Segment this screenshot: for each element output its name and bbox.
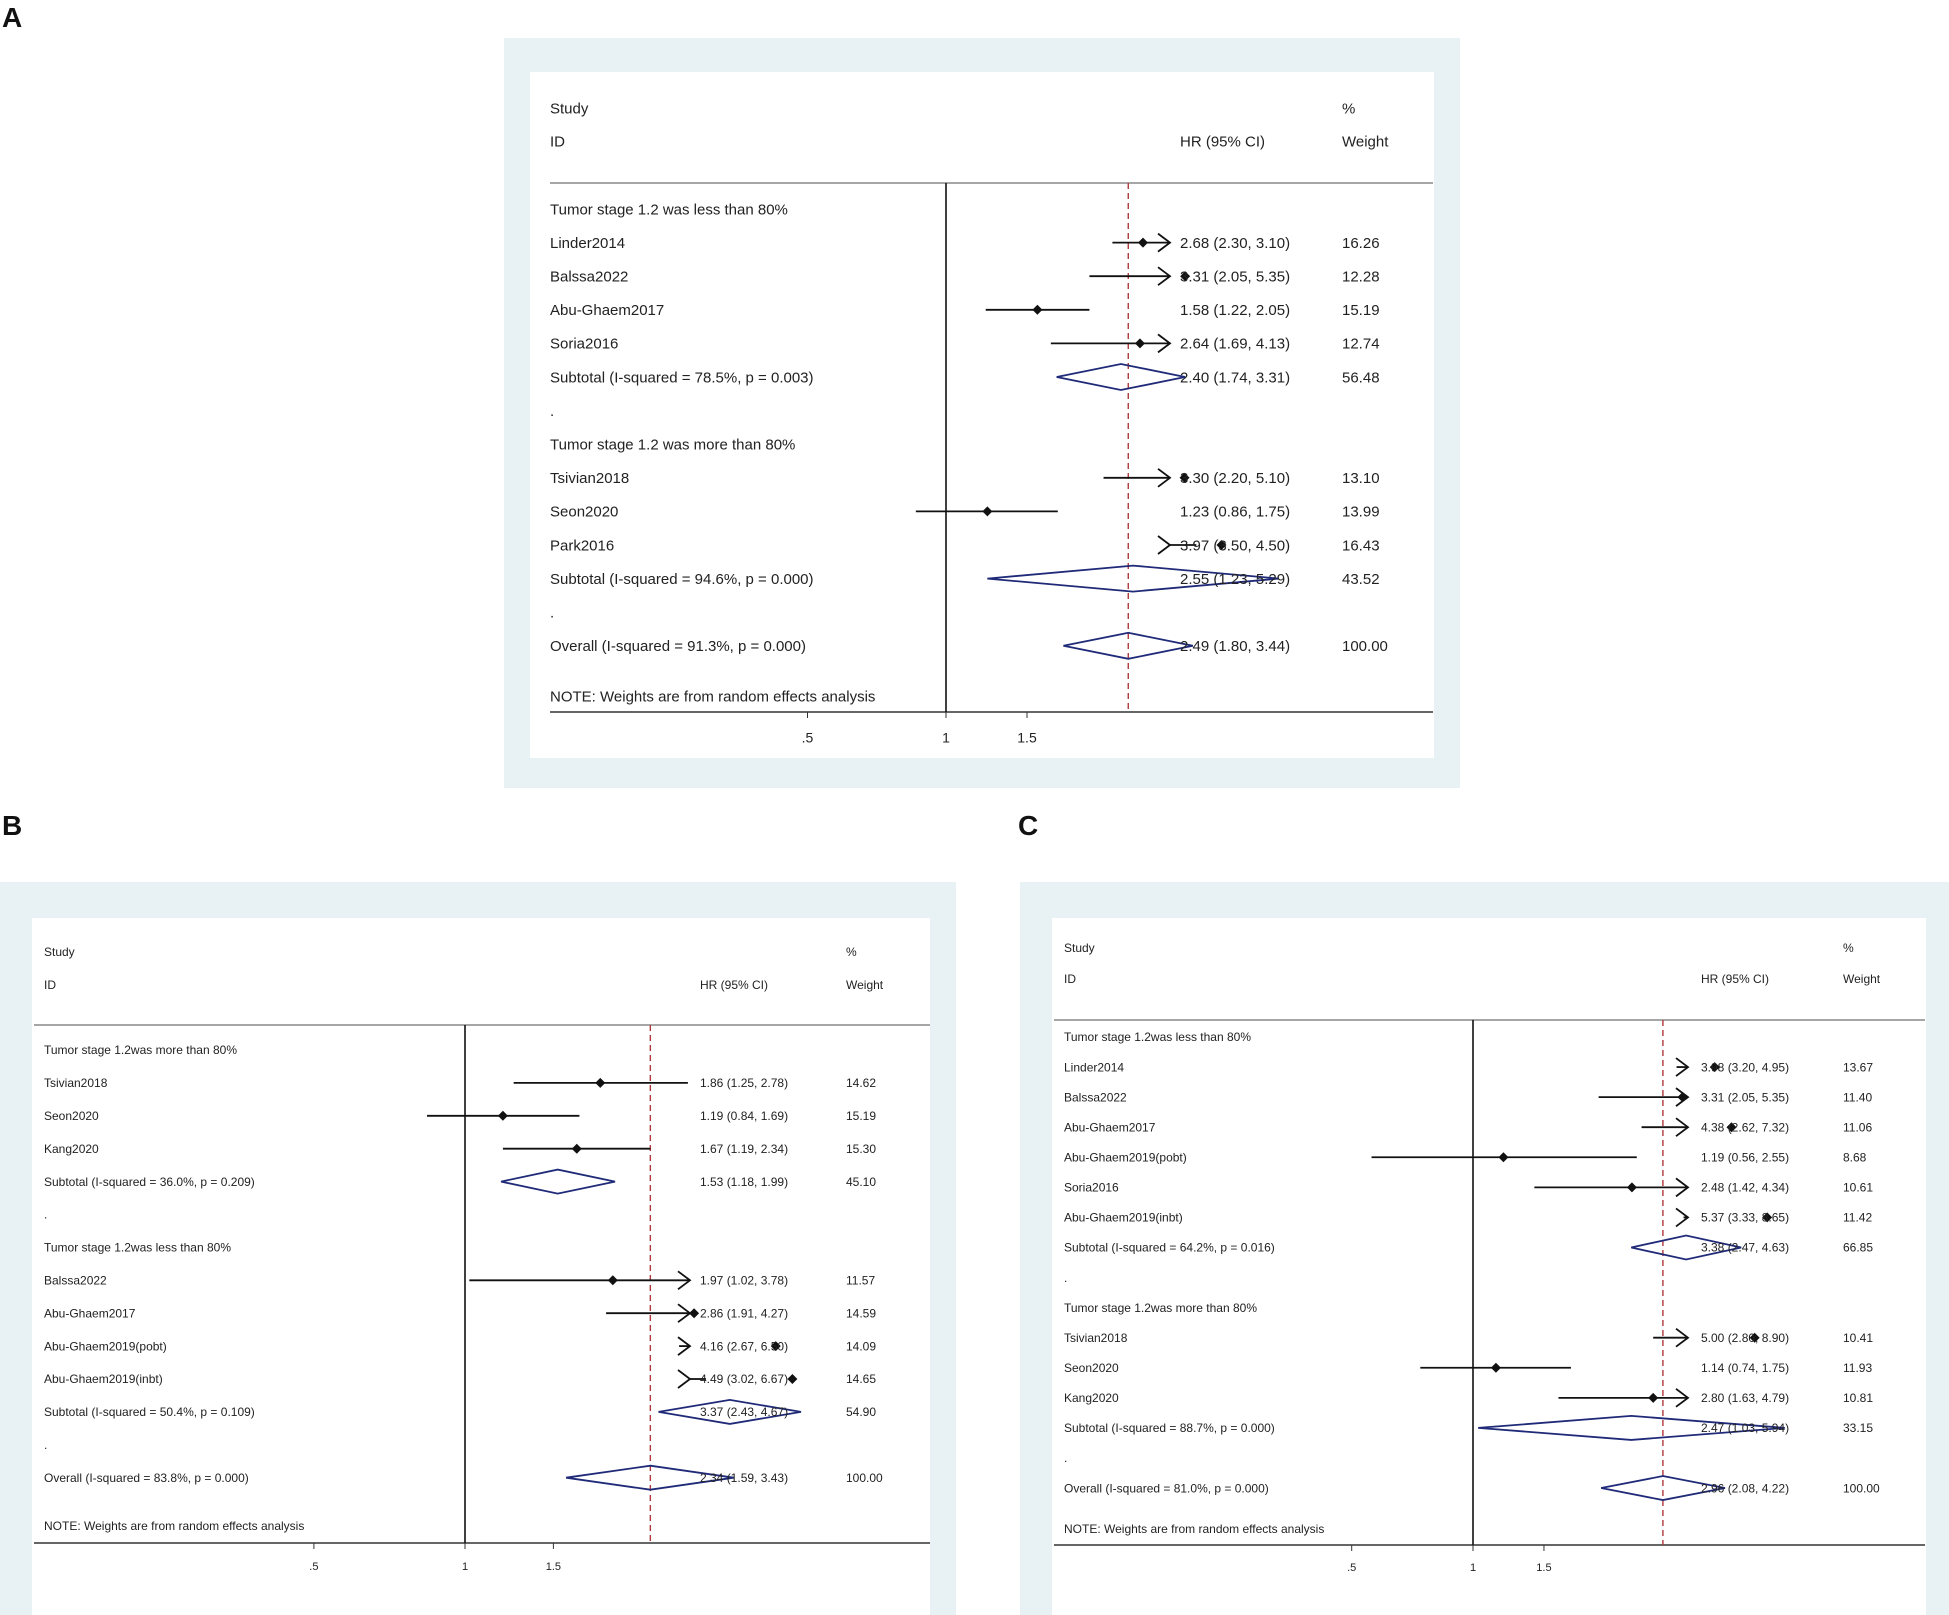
spacer-dot: . [550,604,555,622]
weight-value: 11.40 [1843,1090,1873,1105]
panel-label-b: B [2,810,23,841]
point-estimate-marker [1648,1393,1658,1403]
weight-value: 45.10 [846,1174,877,1189]
overall-label: Overall (I-squared = 83.8%, p = 0.000) [44,1470,249,1485]
group-heading: Tumor stage 1.2was more than 80% [44,1043,237,1058]
weight-value: 33.15 [1843,1421,1874,1436]
hr-ci-value: 2.64 (1.69, 4.13) [1180,335,1291,353]
group-heading: Tumor stage 1.2was less than 80% [1064,1030,1251,1045]
hr-ci-value: 2.48 (1.42, 4.34) [1701,1180,1790,1195]
x-tick-label: 1.5 [545,1561,562,1574]
hr-ci-value: 1.86 (1.25, 2.78) [700,1076,789,1091]
x-tick-label: 1 [942,729,950,746]
header-study-label: Study [1064,941,1095,956]
x-tick-label: .5 [1347,1562,1357,1575]
spacer-dot: . [1064,1270,1068,1285]
point-estimate-marker [1498,1152,1508,1162]
study-label: Balssa2022 [44,1273,107,1288]
header-hr-label: HR (95% CI) [1701,972,1770,987]
x-tick-label: 1 [461,1561,469,1574]
weight-value: 10.81 [1843,1391,1874,1406]
weight-value: 14.09 [846,1339,877,1354]
weight-value: 14.59 [846,1306,877,1321]
weight-value: 100.00 [846,1470,883,1485]
subtotal-label: Subtotal (I-squared = 64.2%, p = 0.016) [1064,1240,1275,1255]
header-id-label: ID [550,133,565,151]
hr-ci-value: 1.53 (1.18, 1.99) [700,1174,789,1189]
header-hr-label: HR (95% CI) [700,978,769,993]
header-study-label: Study [44,945,75,960]
spacer-dot: . [1064,1451,1068,1466]
x-tick-label: 1 [1469,1562,1477,1575]
weight-value: 12.74 [1342,335,1380,353]
subtotal-label: Subtotal (I-squared = 36.0%, p = 0.209) [44,1174,255,1189]
subtotal-label: Subtotal (I-squared = 78.5%, p = 0.003) [550,369,814,387]
point-estimate-marker [1491,1363,1501,1373]
spacer-dot: . [44,1207,48,1222]
group-heading: Tumor stage 1.2 was more than 80% [550,436,796,454]
hr-ci-value: 1.67 (1.19, 2.34) [700,1141,789,1156]
study-label: Park2016 [550,537,615,555]
hr-ci-value: 1.23 (0.86, 1.75) [1180,503,1291,521]
header-percent-label: % [846,945,857,960]
study-label: Abu-Ghaem2019(pobt) [1064,1150,1187,1165]
hr-ci-value: 1.19 (0.56, 2.55) [1701,1150,1790,1165]
study-label: Abu-Ghaem2019(inbt) [1064,1210,1183,1225]
hr-ci-value: 5.00 (2.80, 8.90) [1701,1330,1790,1345]
weights-note: NOTE: Weights are from random effects analysis [1064,1522,1325,1537]
weight-value: 16.43 [1342,537,1380,555]
study-label: Soria2016 [550,335,619,353]
weight-value: 15.30 [846,1141,877,1156]
hr-ci-value: 2.68 (2.30, 3.10) [1180,234,1291,252]
subtotal-label: Subtotal (I-squared = 88.7%, p = 0.000) [1064,1421,1275,1436]
study-label: Seon2020 [550,503,619,521]
hr-ci-value: 5.37 (3.33, 8.65) [1701,1210,1790,1225]
weight-value: 16.26 [1342,234,1380,252]
study-label: Seon2020 [44,1109,99,1123]
study-label: Linder2014 [1064,1060,1125,1075]
hr-ci-value: 3.97 (3.50, 4.50) [1180,537,1291,555]
weight-value: 12.28 [1342,268,1380,286]
header-percent-label: % [1843,941,1854,956]
hr-ci-value: 1.58 (1.22, 2.05) [1180,302,1291,320]
hr-ci-value: 3.31 (2.05, 5.35) [1701,1090,1790,1105]
header-percent-label: % [1342,100,1356,118]
header-weight-label: Weight [1342,133,1389,151]
study-label: Kang2020 [44,1141,99,1156]
study-label: Tsivian2018 [44,1076,108,1091]
hr-ci-value: 2.49 (1.80, 3.44) [1180,638,1291,656]
weight-value: 13.99 [1342,503,1380,521]
study-label: Balssa2022 [550,268,629,286]
x-tick-label: .5 [309,1561,319,1574]
study-label: Seon2020 [1064,1360,1119,1375]
weight-value: 13.10 [1342,470,1380,488]
weight-value: 11.42 [1843,1210,1873,1225]
study-label: Tsivian2018 [550,470,630,488]
x-tick-label: 1.5 [1017,729,1037,746]
hr-ci-value: 2.34 (1.59, 3.43) [700,1470,789,1485]
hr-ci-value: 4.16 (2.67, 6.50) [700,1339,789,1354]
weight-value: 13.67 [1843,1060,1874,1075]
group-heading: Tumor stage 1.2was more than 80% [1064,1300,1257,1315]
hr-ci-value: 1.19 (0.84, 1.69) [700,1109,789,1123]
hr-ci-value: 4.38 (2.62, 7.32) [1701,1120,1790,1135]
weight-value: 66.85 [1843,1240,1874,1255]
overall-label: Overall (I-squared = 81.0%, p = 0.000) [1064,1481,1269,1496]
header-id-label: ID [44,978,56,993]
hr-ci-value: 1.14 (0.74, 1.75) [1701,1360,1790,1375]
study-label: Linder2014 [550,234,626,252]
weight-value: 10.41 [1843,1330,1874,1345]
hr-ci-value: 3.30 (2.20, 5.10) [1180,470,1291,488]
hr-ci-value: 2.86 (1.91, 4.27) [700,1306,789,1321]
hr-ci-value: 4.49 (3.02, 6.67) [700,1372,789,1387]
header-hr-label: HR (95% CI) [1180,133,1266,151]
header-study-label: Study [550,100,589,118]
weight-value: 8.68 [1843,1150,1867,1165]
x-tick-label: .5 [801,729,814,746]
weight-value: 54.90 [846,1405,877,1420]
study-label: Kang2020 [1064,1391,1119,1406]
point-estimate-marker [1677,1092,1687,1102]
hr-ci-value: 1.97 (1.02, 3.78) [700,1273,789,1288]
weight-value: 56.48 [1342,369,1380,387]
weight-value: 15.19 [846,1109,877,1123]
weights-note: NOTE: Weights are from random effects analysis [550,688,876,706]
weight-value: 11.06 [1843,1120,1873,1135]
hr-ci-value: 2.55 (1.23, 5.29) [1180,570,1291,588]
panel-label-a: A [2,2,23,33]
weight-value: 15.19 [1342,302,1380,320]
group-heading: Tumor stage 1.2 was less than 80% [550,201,788,219]
weight-value: 11.57 [846,1273,876,1288]
hr-ci-value: 2.80 (1.63, 4.79) [1701,1391,1790,1406]
hr-ci-value: 2.47 (1.03, 5.94) [1701,1421,1790,1436]
study-label: Abu-Ghaem2017 [44,1306,136,1321]
group-heading: Tumor stage 1.2was less than 80% [44,1240,231,1255]
header-weight-label: Weight [846,978,884,993]
weight-value: 11.93 [1843,1360,1873,1375]
hr-ci-value: 3.98 (3.20, 4.95) [1701,1060,1790,1075]
panel-label-c: C [1018,810,1039,841]
header-weight-label: Weight [1843,972,1881,987]
weight-value: 10.61 [1843,1180,1874,1195]
study-label: Soria2016 [1064,1180,1119,1195]
study-label: Abu-Ghaem2017 [550,302,665,320]
weight-value: 14.62 [846,1076,877,1091]
weight-value: 14.65 [846,1372,877,1387]
study-label: Abu-Ghaem2019(pobt) [44,1339,167,1354]
weight-value: 100.00 [1843,1481,1880,1496]
header-id-label: ID [1064,972,1076,987]
hr-ci-value: 3.37 (2.43, 4.67) [700,1405,789,1420]
subtotal-label: Subtotal (I-squared = 50.4%, p = 0.109) [44,1405,255,1420]
hr-ci-value: 2.96 (2.08, 4.22) [1701,1481,1790,1496]
hr-ci-value: 3.38 (2.47, 4.63) [1701,1240,1790,1255]
subtotal-label: Subtotal (I-squared = 94.6%, p = 0.000) [550,570,814,588]
study-label: Tsivian2018 [1064,1330,1128,1345]
x-tick-label: 1.5 [1536,1562,1552,1575]
hr-ci-value: 2.40 (1.74, 3.31) [1180,369,1291,387]
weight-value: 43.52 [1342,570,1380,588]
weights-note: NOTE: Weights are from random effects analysis [44,1519,305,1534]
spacer-dot: . [44,1438,48,1452]
overall-label: Overall (I-squared = 91.3%, p = 0.000) [550,638,806,656]
study-label: Abu-Ghaem2017 [1064,1120,1156,1135]
point-estimate-marker [1627,1182,1637,1192]
study-label: Abu-Ghaem2019(inbt) [44,1372,163,1387]
weight-value: 100.00 [1342,638,1388,656]
study-label: Balssa2022 [1064,1090,1127,1105]
hr-ci-value: 3.31 (2.05, 5.35) [1180,268,1291,286]
spacer-dot: . [550,402,555,420]
